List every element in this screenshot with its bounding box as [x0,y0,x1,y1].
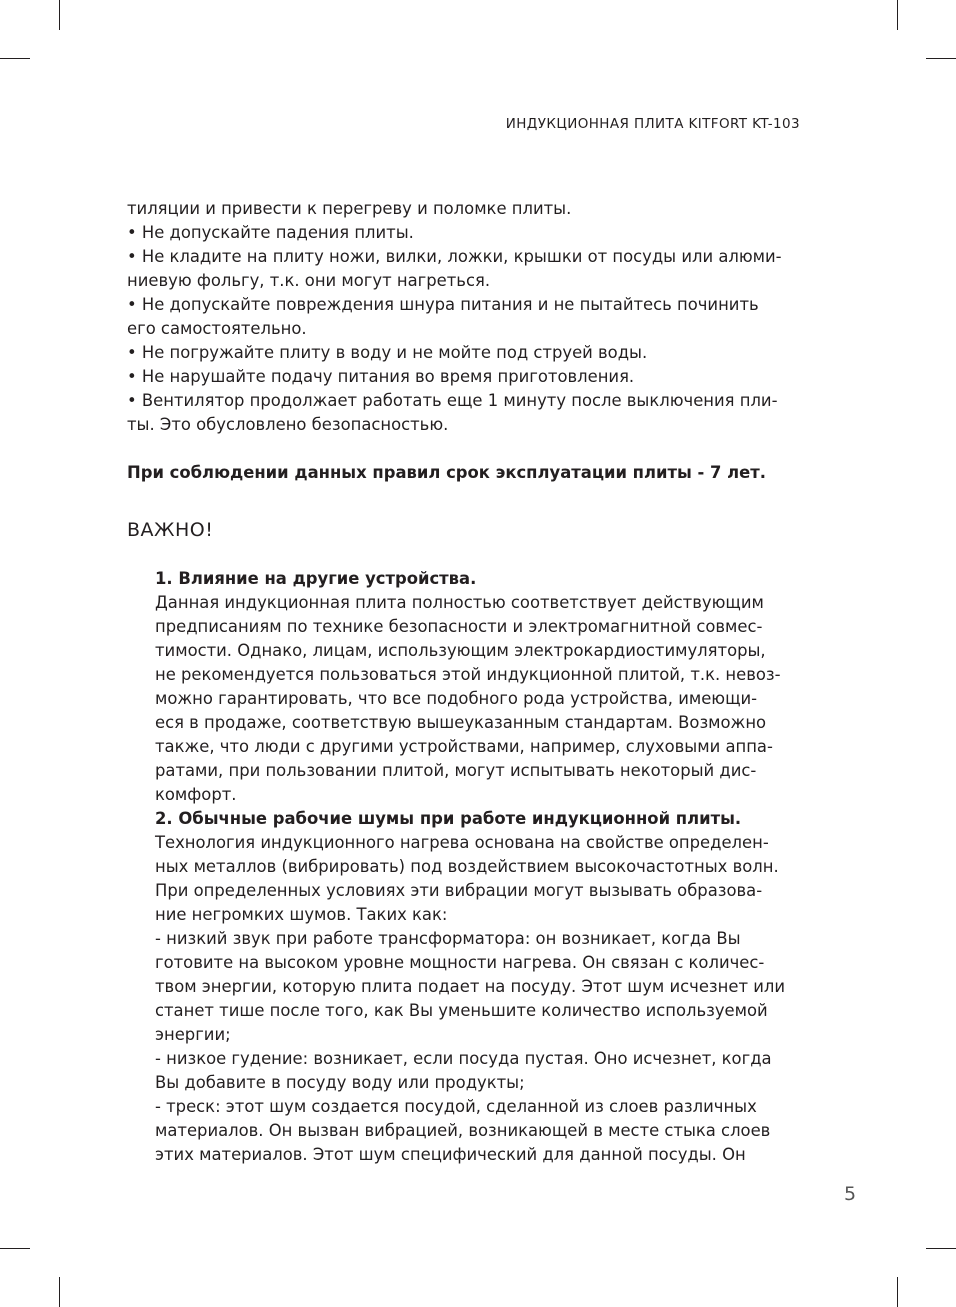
text-line: Данная индукционная плита полностью соответствует действующим [155,593,764,612]
text-line: не рекомендуется пользоваться этой индукционной плитой, т.к. невоз- [155,665,781,684]
safety-list [127,197,807,437]
crop-mark [926,1248,956,1249]
text-line: ниевую фольгу, т.к. они могут нагреться. [127,271,491,290]
text-line: Вы добавите в посуду воду или продукты; [155,1073,525,1092]
text-line: • Не нарушайте подачу питания во время приготовления. [127,367,635,386]
crop-mark [59,1277,60,1307]
important-heading: ВАЖНО! [127,519,214,541]
text-line: его самостоятельно. [127,319,307,338]
section-other-devices [155,567,835,807]
text-line: • Вентилятор продолжает работать еще 1 минуту после выключения пли- [127,391,778,410]
text-line: При определенных условиях эти вибрации могут вызывать образова- [155,881,763,900]
crop-mark [926,58,956,59]
crop-mark [897,0,898,30]
text-line: можно гарантировать, что все подобного рода устройства, имеющи- [155,689,758,708]
crop-mark [0,1248,30,1249]
text-line: готовите на высоком уровне мощности нагрева. Он связан с количес- [155,953,765,972]
text-line: этих материалов. Этот шум специфический для данной посуды. Он [155,1145,746,1164]
text-line: твом энергии, которую плита подает на посуду. Этот шум исчезнет или [155,977,785,996]
crop-mark [59,0,60,30]
text-line: - низкое гудение: возникает, если посуда пустая. Оно исчезнет, когда [155,1049,772,1068]
text-line: также, что люди с другими устройствами, например, слуховыми аппа- [155,737,773,756]
text-line: станет тише после того, как Вы уменьшите количество используемой [155,1001,768,1020]
text-line: - низкий звук при работе трансформатора: он возникает, когда Вы [155,929,741,948]
text-line: тиляции и привести к перегреву и поломке плиты. [127,199,572,218]
section-operating-noises [155,807,835,1167]
section-title: 2. Обычные рабочие шумы при работе индукционной плиты. [155,809,742,828]
crop-mark [897,1277,898,1307]
running-header: ИНДУКЦИОННАЯ ПЛИТА KITFORT KT-103 [505,116,800,132]
crop-mark [0,58,30,59]
text-line: комфорт. [155,785,237,804]
text-line: • Не допускайте падения плиты. [127,223,414,242]
text-line: тимости. Однако, лицам, использующим электрокардиостимуляторы, [155,641,766,660]
text-line: ратами, при пользовании плитой, могут испытывать некоторый дис- [155,761,757,780]
text-line: еся в продаже, соответствую вышеуказанным стандартам. Возможно [155,713,767,732]
text-line: • Не допускайте повреждения шнура питания и не пытайтесь починить [127,295,759,314]
text-line: предписаниям по технике безопасности и электромагнитной совмес- [155,617,763,636]
text-line: • Не кладите на плиту ножи, вилки, ложки, крышки от посуды или алюми- [127,247,782,266]
service-life-note: При соблюдении данных правил срок эксплуатации плиты - 7 лет. [127,463,766,482]
page-number: 5 [844,1183,857,1205]
text-line: материалов. Он вызван вибрацией, возникающей в месте стыка слоев [155,1121,771,1140]
text-line: • Не погружайте плиту в воду и не мойте под струей воды. [127,343,648,362]
text-line: - треск: этот шум создается посудой, сделанной из слоев различных [155,1097,757,1116]
text-line: энергии; [155,1025,231,1044]
text-line: ние негромких шумов. Таких как: [155,905,448,924]
text-line: ты. Это обусловлено безопасностью. [127,415,449,434]
text-line: Технология индукционного нагрева основана на свойстве определен- [155,833,769,852]
section-title: 1. Влияние на другие устройства. [155,569,477,588]
text-line: ных металлов (вибрировать) под воздействием высокочастотных волн. [155,857,779,876]
